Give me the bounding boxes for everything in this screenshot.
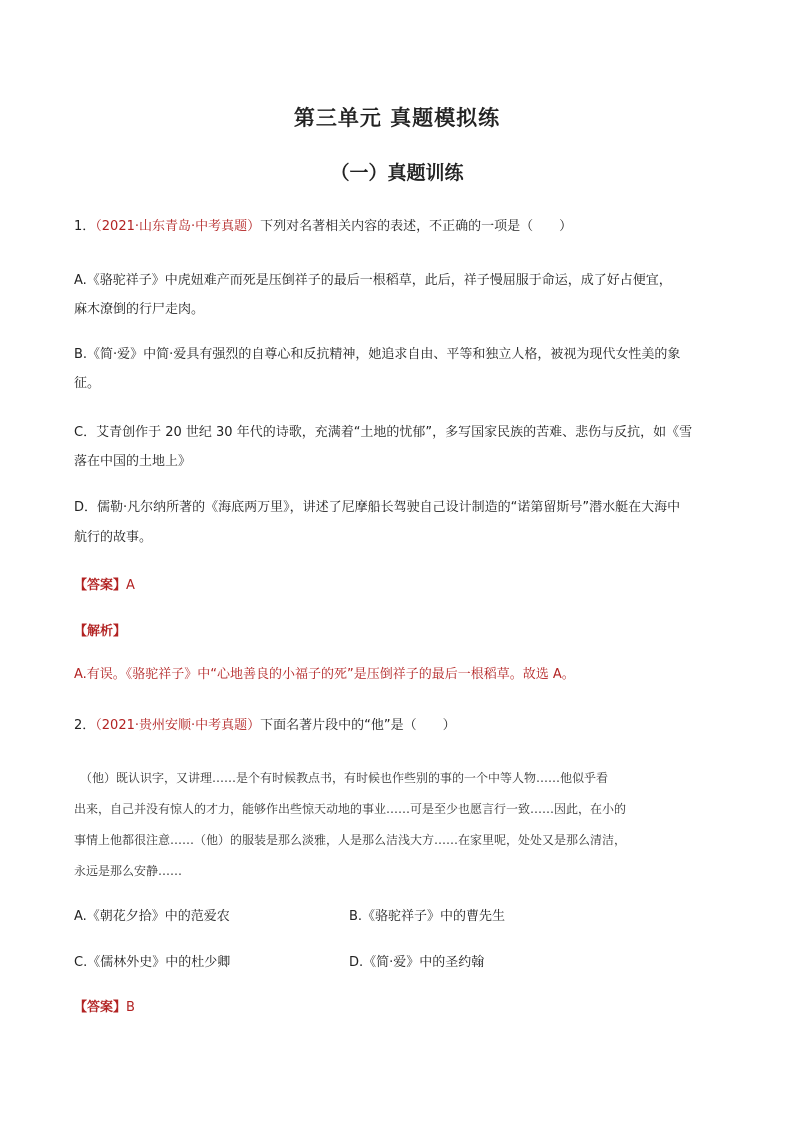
q1-option-c-line-2: 落在中国的土地上》 (74, 454, 192, 469)
q1-analysis-label (74, 622, 724, 642)
q1-option-d-line-2: 航行的故事。 (74, 530, 153, 545)
q1-answer (74, 576, 724, 596)
analysis-label: 【解析】 (74, 624, 127, 639)
q2-option-b: B.《骆驼祥子》中的曹先生 (349, 909, 506, 924)
q1-option-c-line-1: C．艾青创作于 20 世纪 30 年代的诗歌，充满着“土地的忧郁”，多写国家民族的苦难、悲伤与反抗，如《雪 (74, 425, 693, 440)
question-text: 下列对名著相关内容的表述，不正确的一项是（ ） (260, 219, 573, 234)
question-number: 1． (74, 219, 96, 234)
q2-passage-line-4: 永远是那么安静…… (74, 864, 183, 878)
answer-value: B (126, 1000, 135, 1015)
q2-option-a: A.《朝花夕拾》中的范爱农 (74, 909, 230, 924)
q1-option-d-line-1: D．儒勒·凡尔纳所著的《海底两万里》，讲述了尼摩船长驾驶自己设计制造的“诺第留斯号”潜水艇在大海中 (74, 500, 681, 515)
section-title: （一）真题训练 (330, 162, 464, 184)
unit-title: 第三单元 真题模拟练 (293, 106, 501, 130)
q1-analysis-text: A.有误。《骆驼祥子》中“心地善良的小福子的死”是压倒祥子的最后一根稻草。故选 A。 (74, 667, 575, 682)
q1-option-b-line-2: 征。 (74, 376, 101, 391)
q2-passage-line-2: 出来，自己并没有惊人的才力，能够作出些惊天动地的事业……可是至少也愿言行一致……因此，在小的 (74, 802, 627, 816)
question-source: （2021·贵州安顺·中考真题） (95, 718, 261, 733)
q1-option-a-line-1: A.《骆驼祥子》中虎妞难产而死是压倒祥子的最后一根稻草，此后，祥子慢屈服于命运，成了好占便宜， (74, 273, 672, 288)
q2-passage-line-1: （他）既认识字，又讲理……是个有时候教点书，有时候也作些别的事的一个中等人物……他似乎看 (74, 771, 609, 785)
question-source: （2021·山东青岛·中考真题） (95, 219, 261, 234)
q2-option-d: D.《简·爱》中的圣约翰 (349, 955, 485, 970)
answer-label: 【答案】 (74, 578, 127, 593)
q2-passage-line-3: 事情上他都很注意……（他）的服装是那么淡雅，人是那么洁浅大方……在家里呢，处处又是那么清洁， (74, 833, 627, 847)
q1-option-a-line-2: 麻木潦倒的行尸走肉。 (74, 302, 205, 317)
q2-option-c: C.《儒林外史》中的杜少卿 (74, 955, 231, 970)
question-text: 下面名著片段中的“他”是（ ） (260, 718, 456, 733)
question-number: 2． (74, 718, 96, 733)
answer-value: A (126, 578, 135, 593)
question-1-stem (74, 217, 724, 237)
q1-option-b-line-1: B.《简·爱》中简·爱具有强烈的自尊心和反抗精神，她追求自由、平等和独立人格，被视为现代女性美的象 (74, 347, 681, 362)
answer-label: 【答案】 (74, 1000, 127, 1015)
question-2-stem (74, 716, 724, 736)
q2-answer (74, 998, 724, 1018)
